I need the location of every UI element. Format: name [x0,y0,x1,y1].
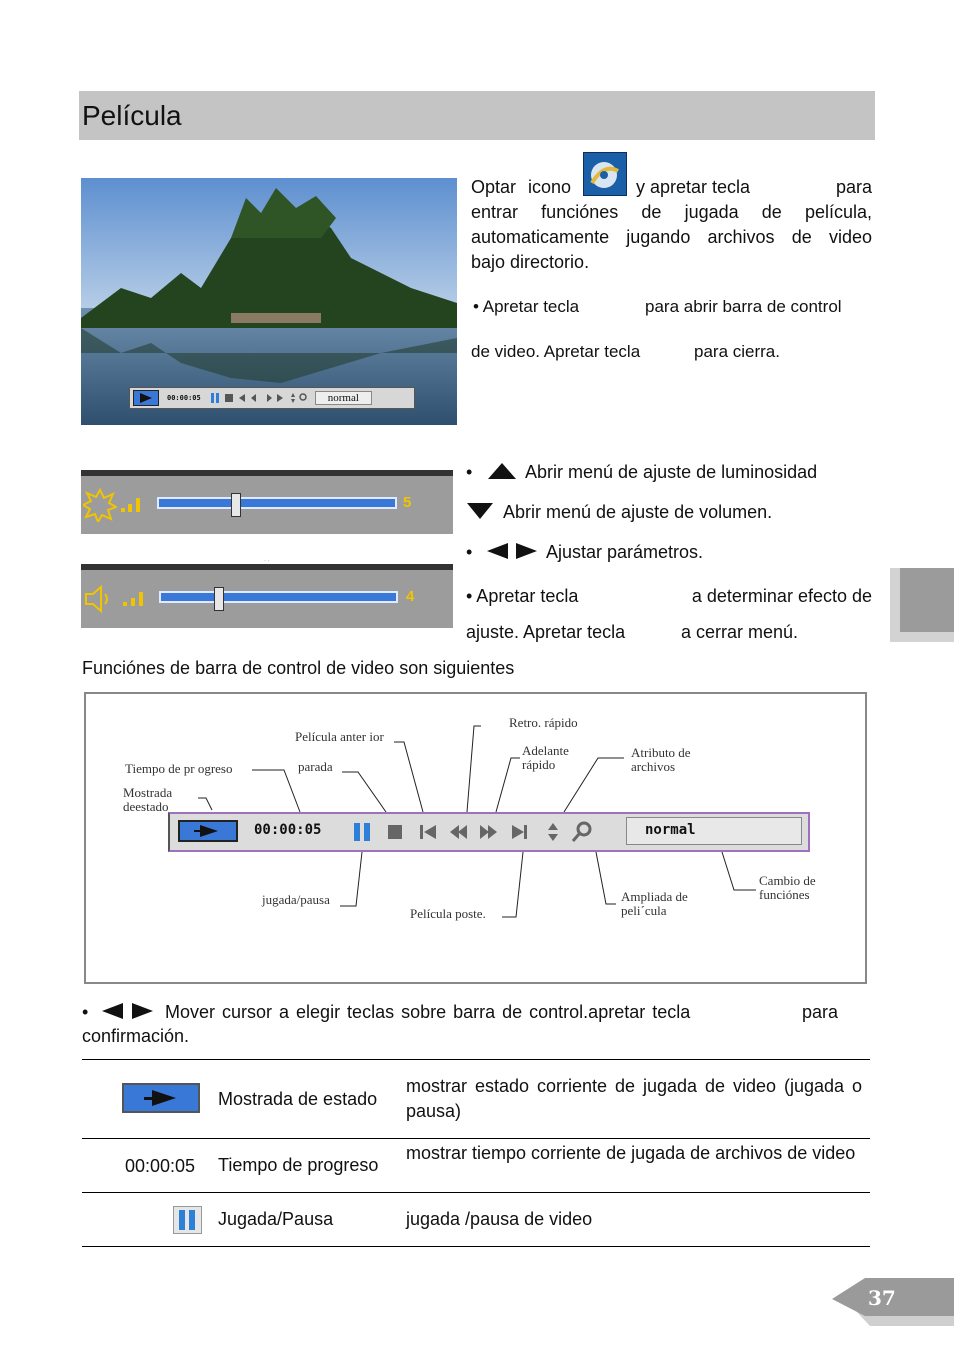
brightness-value: 5 [403,494,412,511]
bullet-close-bar [471,341,871,363]
play-status-icon [133,390,159,406]
label-mostrada: Mostrada deestado [123,785,173,814]
page-number: 37 [868,1286,896,1310]
bullet-dot: • [466,542,473,562]
diagram-time-label: 00:00:05 [254,822,322,838]
photo-mode-field: normal [315,391,372,405]
bullet-close-bar-a: de video. Apretar tecla [471,342,641,361]
volume-thumb[interactable] [214,587,224,611]
label-parada: parada [298,759,333,774]
diagram-control-bar [168,812,810,852]
label-cambio: Cambio de funciónes [759,873,816,902]
mode-field[interactable] [626,817,802,845]
control-bar-diagram [84,692,867,984]
brightness-track[interactable] [157,497,397,509]
label-atributo: Atributo de archivos [631,745,691,774]
cursor-note-confirm: confirmación. [82,1026,190,1046]
menu-item-close-a: ajuste. Apretar tecla [466,622,626,642]
table-rule [82,1192,870,1193]
menu-item-confirm-b: a determinar efecto de [691,586,872,606]
brightness-slider-panel [81,470,453,534]
brightness-icon [83,488,117,522]
intro-paragraph [471,175,872,275]
label-adelante: Adelante rápido [522,743,569,772]
bullet-open-bar [473,296,842,318]
functions-heading: Funciónes de barra de control de video son siguientes [82,658,515,678]
left-right-arrows-icon [486,542,538,560]
movie-app-icon [583,152,627,196]
intro-word-icono: icono [528,177,572,197]
table-rule [82,1059,870,1060]
row-desc: mostrar tiempo corriente de jugada de archivos de video [406,1143,856,1163]
intro-line-2: entrar funciónes de jugada de película, [471,202,872,222]
menu-item-confirm-a: • Apretar tecla [466,586,579,606]
volume-value: 4 [406,588,415,605]
intro-line-3: automaticamente jugando archivos de video [471,227,872,247]
pause-icon [173,1206,202,1234]
label-retro: Retro. rápido [509,715,578,730]
page-number-tab [832,1278,954,1326]
page-title: Película [82,100,182,131]
play-status-button[interactable] [178,820,238,842]
row-name: Mostrada de estado [218,1089,378,1109]
menu-item-adjust: Ajustar parámetros. [546,542,704,562]
bullet-dot: • [466,462,473,482]
cursor-note-para: para [801,1002,838,1022]
menu-explanation-list [466,460,872,644]
row-name: Tiempo de progreso [218,1155,379,1175]
volume-icon [83,584,113,614]
volume-track[interactable] [159,591,398,603]
intro-para: para [835,177,872,197]
bullet-open-bar-a: • Apretar tecla [473,297,580,316]
label-pelicula-anterior: Película anter ior [295,729,384,744]
photo-time-label: 00:00:05 [167,394,201,402]
label-ampliada: Ampliada de peli´cula [621,889,688,918]
down-arrow-icon [466,502,494,520]
row-name: Jugada/Pausa [218,1209,334,1229]
label-tiempo: Tiempo de pr ogreso [125,761,233,776]
volume-slider-panel [81,564,453,628]
row-desc: jugada /pausa de video [406,1209,593,1229]
intro-line-4: bajo directorio. [471,252,590,272]
label-jugada: jugada/pausa [262,892,330,907]
menu-item-volume: Abrir menú de ajuste de volumen. [503,502,773,522]
mode-value: normal [645,822,696,838]
page-header-bar [79,91,875,140]
cursor-note [82,1000,838,1048]
play-status-icon [122,1083,200,1113]
intro-apretar: y apretar tecla [636,177,751,197]
photo-control-icons [209,391,309,405]
brightness-thumb[interactable] [231,493,241,517]
bullet-close-bar-b: para cierra. [694,342,780,361]
diagram-control-icons [352,820,592,844]
bullet-open-bar-b: para abrir barra de control [645,297,842,316]
cursor-bullet: • [82,1002,89,1022]
left-right-arrows-icon [101,1002,155,1020]
up-arrow-icon [487,462,517,480]
side-tab [890,568,954,642]
photo-control-bar [129,387,415,409]
menu-item-brightness: Abrir menú de ajuste de luminosidad [525,462,818,482]
label-pelicula-poste: Película poste. [410,906,486,921]
table-rule [82,1246,870,1247]
cursor-note-text: Mover cursor a elegir teclas sobre barra de control.apretar tecla [165,1002,691,1022]
row-desc: mostrar estado corriente de jugada de video (jugada o pausa) [406,1076,862,1121]
time-display-icon: 00:00:05 [125,1156,196,1176]
intro-word-optar: Optar [471,177,517,197]
menu-item-close-b: a cerrar menú. [681,622,799,642]
table-rule [82,1138,870,1139]
movie-screenshot [81,178,457,425]
tiny-mark: · · [264,558,270,564]
